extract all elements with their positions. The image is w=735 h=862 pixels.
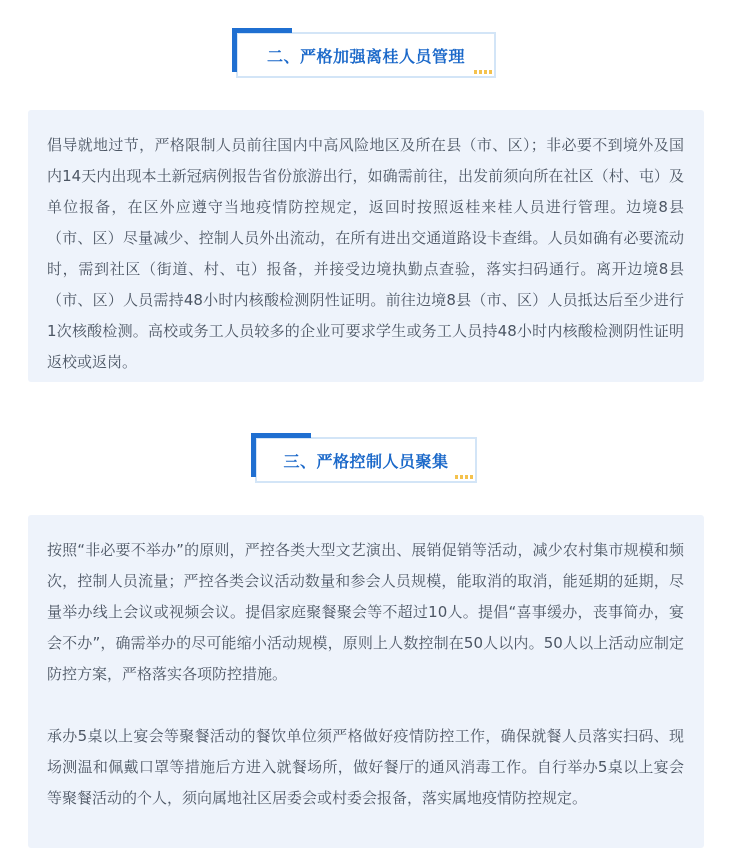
- paragraph: 按照“非必要不举办”的原则，严控各类大型文艺演出、展销促销等活动，减少农村集市规模和频次，控制人员流量；严控各类会议活动数量和参会人员规模，能取消的取消，能延期的延期，尽量举办线上会议或视频会议。提倡家庭聚餐聚会等不超过10人。提倡“喜事缓办，丧事简办，宴会不办”，确需举办的尽可能缩小活动规模，原则上人数控制在50人以内。50人以上活动应制定防控方案，严格落实各项防控措施。: [47, 541, 684, 683]
- badge-dots-decoration: [474, 70, 492, 74]
- section-title-badge: [236, 32, 496, 78]
- paragraph: 承办5桌以上宴会等聚餐活动的餐饮单位须严格做好疫情防控工作，确保就餐人员落实扫码、现场测温和佩戴口罩等措施后方进入就餐场所，做好餐厅的通风消毒工作。自行举办5桌以上宴会等聚餐活动的个人，须向属地社区居委会或村委会报备，落实属地疫情防控规定。: [47, 727, 684, 807]
- badge-dots-decoration: [455, 475, 473, 479]
- section-title: 三、严格控制人员聚集: [283, 451, 449, 471]
- section-text-panel: [28, 515, 704, 848]
- section-title: 二、严格加强离桂人员管理: [266, 46, 465, 66]
- section-title-badge: [255, 437, 477, 483]
- section-text-panel: [28, 110, 704, 382]
- paragraph: 倡导就地过节，严格限制人员前往国内中高风险地区及所在县（市、区）；非必要不到境外及国内14天内出现本土新冠病例报告省份旅游出行，如确需前往，出发前须向所在社区（村、屯）及单位报备，在区外应遵守当地疫情防控规定，返回时按照返桂来桂人员进行管理。边境8县（市、区）尽量减少、控制人员外出流动，在所有进出交通道路设卡查缉。人员如确有必要流动时，需到社区（街道、村、屯）报备，并接受边境执勤点查验，落实扫码通行。离开边境8县（市、区）人员需持48小时内核酸检测阴性证明。前往边境8县（市、区）人员抵达后至少进行1次核酸检测。高校或务工人员较多的企业可要求学生或务工人员持48小时内核酸检测阴性证明返校或返岗。: [47, 136, 684, 371]
